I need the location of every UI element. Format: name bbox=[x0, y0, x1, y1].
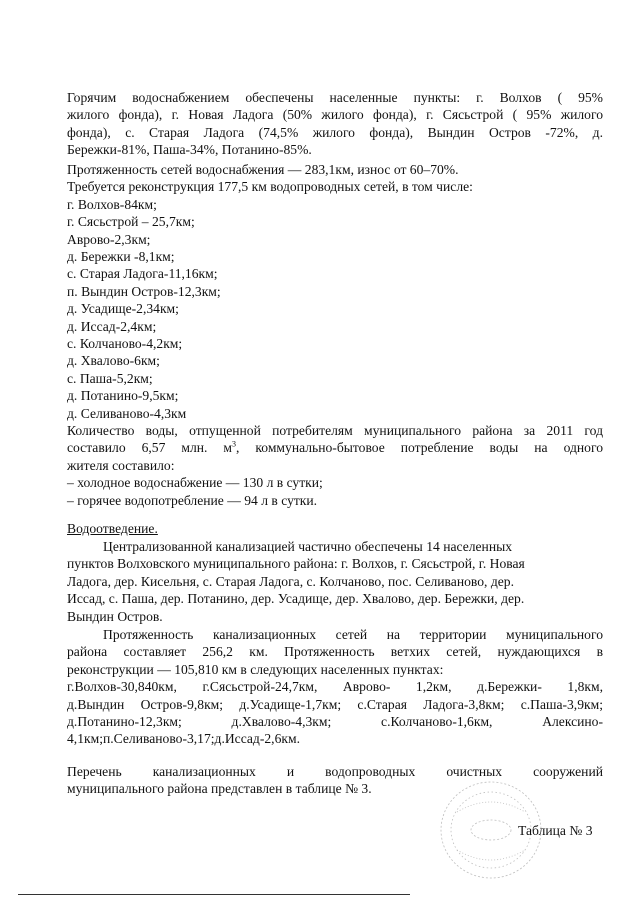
locality-item: д. Хвалово-6км; bbox=[67, 353, 160, 369]
text-line: Протяженность канализационных сетей на территории муниципального bbox=[103, 627, 603, 642]
text-line: д.Потанино-12,3км; д.Хвалово-4,3км; с.Колчаново-1,6км, Алексино- bbox=[67, 714, 603, 730]
locality-item: д. Усадище-2,34км; bbox=[67, 301, 179, 317]
locality-item: г. Сясьстрой – 25,7км; bbox=[67, 214, 195, 230]
reconstruction-intro-line: Требуется реконструкция 177,5 км водопроводных сетей, в том числе: bbox=[67, 179, 473, 195]
locality-item: д. Потанино-9,5км; bbox=[67, 388, 179, 404]
text-line: муниципального района представлен в таблице № 3. bbox=[67, 781, 372, 797]
text-line: Централизованной канализацией частично обеспечены 14 населенных bbox=[103, 539, 513, 554]
locality-item: п. Вындин Остров-12,3км; bbox=[67, 283, 221, 299]
sewerage-heading-block bbox=[67, 520, 603, 537]
text-line: д.Вындин Остров-9,8км; д.Усадище-1,7км; с.Старая Ладога-3,8км; с.Паша-3,9км; bbox=[67, 696, 603, 712]
text-line: фонда), с. Старая Ладога (74,5% жилого фонда), Вындин Остров -72%, д. bbox=[67, 124, 603, 140]
text-line bbox=[67, 439, 603, 456]
locality-item: с. Колчаново-4,2км; bbox=[67, 336, 183, 352]
text-line: реконструкции — 105,810 км в следующих населенных пунктах: bbox=[67, 661, 444, 677]
text-line: жилого фонда), г. Новая Ладога (50% жилого фонда), г. Сясьстрой ( 95% жилого bbox=[67, 107, 603, 123]
text-line: Перечень канализационных и водопроводных очистных сооружений bbox=[67, 764, 603, 779]
table-caption: Таблица № 3 bbox=[518, 823, 593, 838]
text-line: г.Волхов-30,840км, г.Сясьстрой-24,7км, Аврово- 1,2км, д.Бережки- 1,8км, bbox=[67, 679, 603, 695]
locality-item: Аврово-2,3км; bbox=[67, 231, 151, 247]
superscript: 3 bbox=[232, 439, 236, 449]
locality-item: с. Паша-5,2км; bbox=[67, 370, 153, 386]
text-line: Горячим водоснабжением обеспечены населенные пункты: г. Волхов ( 95% bbox=[67, 90, 603, 105]
text-line: пунктов Волховского муниципального района: г. Волхов, г. Сясьстрой, г. Новая bbox=[67, 556, 525, 572]
water-network-section bbox=[67, 161, 603, 422]
locality-item: г. Волхов-84км; bbox=[67, 196, 157, 212]
text-line: Иссад, с. Паша, дер. Потанино, дер. Усадище, дер. Хвалово, дер. Бережки, дер. bbox=[67, 591, 525, 607]
hot-water-paragraph bbox=[67, 89, 603, 159]
consumption-item: – горячее водопотребление — 94 л в сутки. bbox=[67, 492, 318, 508]
section-heading: Водоотведение. bbox=[67, 521, 158, 536]
locality-item: с. Старая Ладога-11,16км; bbox=[67, 266, 218, 282]
text-line: Количество воды, отпущенной потребителям муниципального района за 2011 год bbox=[67, 423, 603, 438]
locality-item: д. Иссад-2,4км; bbox=[67, 318, 157, 334]
consumption-item: – холодное водоснабжение — 130 л в сутки; bbox=[67, 475, 323, 491]
text-line: жителя составило: bbox=[67, 457, 175, 473]
water-volume-paragraph bbox=[67, 422, 603, 509]
bottom-divider bbox=[18, 894, 410, 895]
sewerage-paragraph-1 bbox=[67, 538, 603, 625]
locality-item: д. Селиваново-4,3км bbox=[67, 405, 187, 421]
text-fragment: составило 6,57 млн. м bbox=[67, 440, 232, 456]
text-line: района составляет 256,2 км. Протяженность ветхих сетей, нуждающихся в bbox=[67, 644, 603, 660]
text-fragment: , коммунально-бытовое потребление воды на одного bbox=[236, 440, 603, 456]
text-line: Бережки-81%, Паша-34%, Потанино-85%. bbox=[67, 142, 312, 158]
sewerage-paragraph-2 bbox=[67, 626, 603, 748]
text-line: Ладога, дер. Кисельня, с. Старая Ладога, с. Колчаново, пос. Селиваново, дер. bbox=[67, 573, 514, 589]
text-line: Вындин Остров. bbox=[67, 608, 163, 624]
text-line: 4,1км;п.Селиваново-3,17;д.Иссад-2,6км. bbox=[67, 731, 300, 747]
locality-item: д. Бережки -8,1км; bbox=[67, 249, 175, 265]
network-length-line: Протяженность сетей водоснабжения — 283,1км, износ от 60–70%. bbox=[67, 162, 459, 177]
